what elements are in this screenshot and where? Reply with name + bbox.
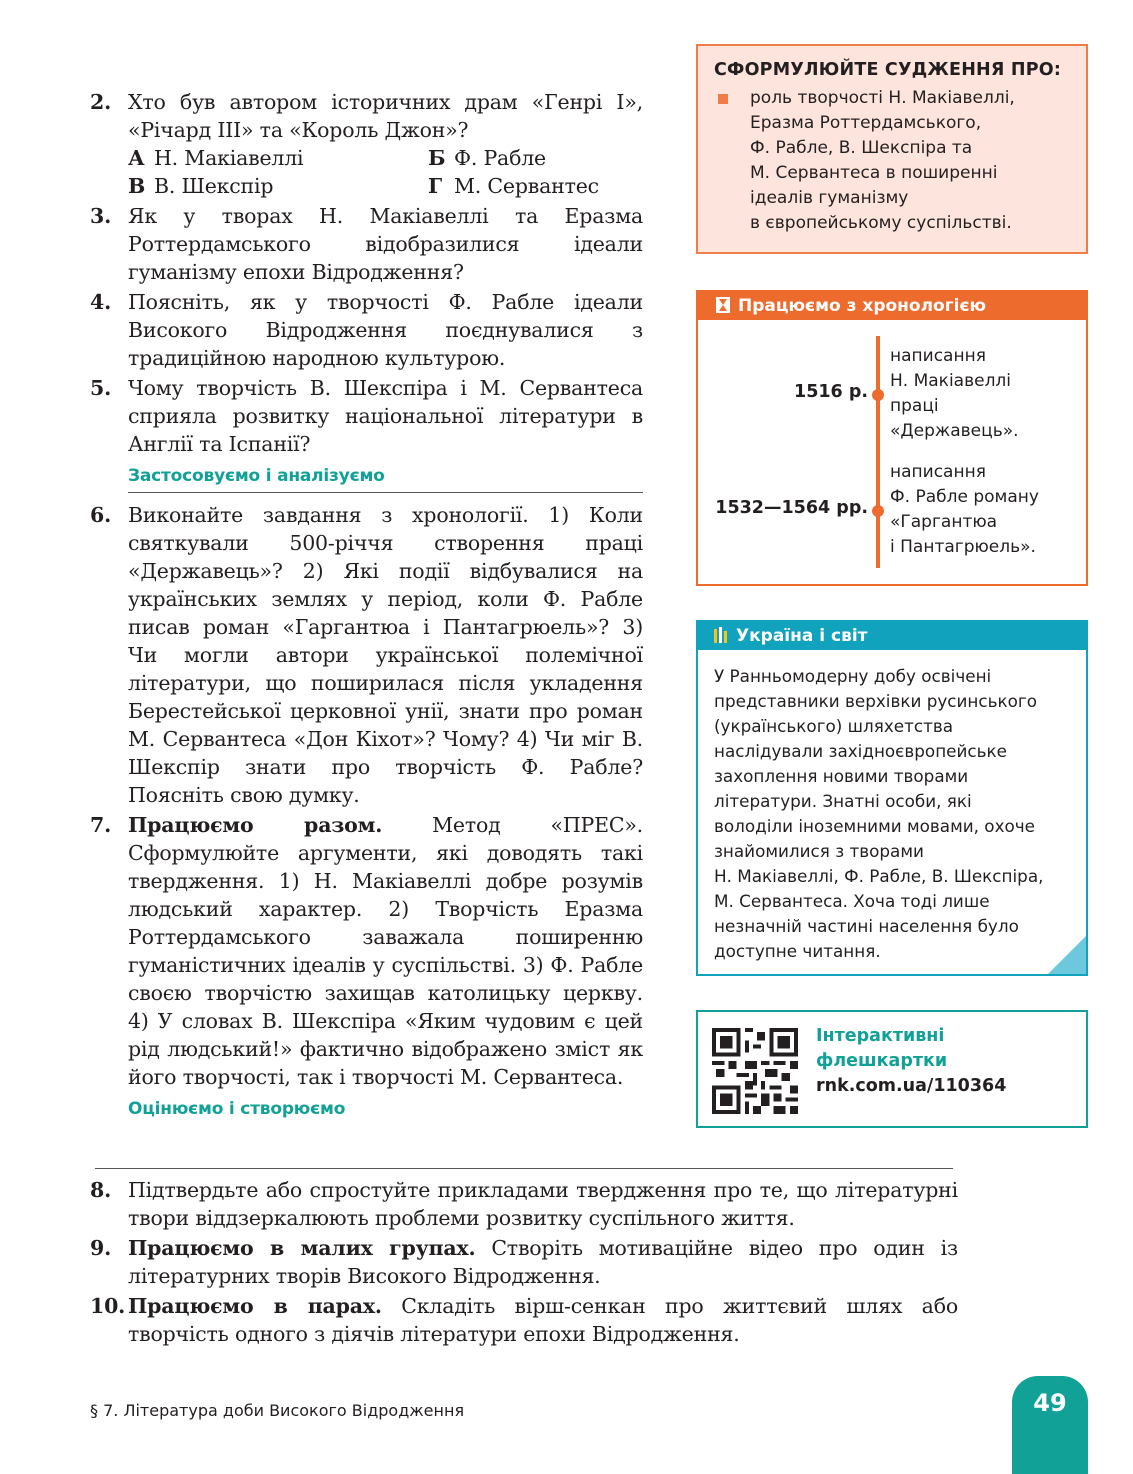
question-text: Складіть вірш-сенкан про життєвий шлях або творчість одного з діячів літератури епохи Відродження. <box>128 1294 958 1346</box>
chronology-title: Працюємо з хронологією <box>738 296 987 316</box>
question-text: Поясніть, як у творчості Ф. Рабле ідеали Високого Відродження поєднувалися з традиційною народною культурою. <box>128 290 643 370</box>
question-4 <box>90 288 643 372</box>
text-line: незначній частині населення було <box>714 916 1019 936</box>
section-heading-evaluate: Оцінюємо і створюємо <box>128 1099 346 1119</box>
judgement-title: СФОРМУЛЮЙТЕ СУДЖЕННЯ ПРО: <box>714 60 1062 80</box>
option-letter: В <box>128 174 146 198</box>
question-bold-lead: Працюємо разом. <box>128 813 383 837</box>
text-line: літератури. Знатні особи, які <box>714 791 972 811</box>
judgement-line: Ф. Рабле, В. Шекспіра та <box>750 138 973 158</box>
event-line: Н. Макіавеллі <box>890 371 1012 391</box>
option-letter: Г <box>428 174 442 198</box>
timeline-dot <box>872 505 884 517</box>
text-line: М. Сервантеса. Хоча тоді лише <box>714 891 990 911</box>
timeline-line <box>876 336 880 568</box>
option-letter: Б <box>428 146 446 170</box>
judgement-line: Еразма Роттердамського, <box>750 113 982 133</box>
option-text: Ф. Рабле <box>454 146 546 170</box>
option-g <box>428 172 681 200</box>
page-number: 49 <box>1033 1389 1067 1417</box>
page-number-tab <box>1012 1376 1088 1474</box>
event-line: праці <box>890 396 939 416</box>
question-2 <box>90 88 643 200</box>
flashcards-title-line: флешкартки <box>816 1051 948 1071</box>
question-text: Створіть мотиваційне відео про один із літературних творів Високого Відродження. <box>128 1236 958 1288</box>
timeline-dot <box>872 389 884 401</box>
text-line: У Ранньомодерну добу освічені <box>714 666 992 686</box>
question-text: Хто був автором історичних драм «Генрі І», «Річард ІІІ» та «Король Джон»? <box>128 90 643 142</box>
question-text: Чому творчість В. Шекспіра і М. Сервантеса сприяла розвитку національної літератури в Англії та Іспанії? <box>128 376 643 456</box>
text-line: доступне читання. <box>714 941 881 961</box>
bars-icon <box>714 627 728 643</box>
ukraine-world-text <box>698 650 1086 964</box>
timeline-date: 1532—1564 рр. <box>715 498 868 518</box>
option-text: В. Шекспір <box>154 174 274 198</box>
option-letter: А <box>128 146 145 170</box>
question-number: 3. <box>90 204 112 228</box>
square-bullet-icon <box>718 94 728 104</box>
answer-options <box>128 144 643 200</box>
option-a <box>128 144 428 172</box>
judgement-box <box>696 44 1088 254</box>
section-divider <box>128 492 643 493</box>
flashcards-box[interactable] <box>696 1010 1088 1128</box>
option-text: М. Сервантес <box>454 174 599 198</box>
chronology-header <box>698 292 1086 320</box>
bottom-questions <box>90 1176 958 1350</box>
timeline-event <box>890 460 1039 560</box>
question-text: Як у творах Н. Макіавеллі та Еразма Роттердамського відобразилися ідеали гуманізму епохи Відродження? <box>128 204 643 284</box>
section-divider <box>95 1168 953 1169</box>
ukraine-world-title: Україна і світ <box>736 626 868 646</box>
option-b <box>428 144 681 172</box>
event-line: «Державець». <box>890 421 1019 441</box>
event-line: Ф. Рабле роману <box>890 487 1039 507</box>
question-number: 6. <box>90 503 112 527</box>
chronology-box <box>696 290 1088 586</box>
question-10 <box>90 1292 958 1348</box>
question-bold-lead: Працюємо в малих групах. <box>128 1236 476 1260</box>
judgement-line: в європейському суспільстві. <box>750 213 1012 233</box>
question-9 <box>90 1234 958 1290</box>
timeline-date: 1516 р. <box>794 382 868 402</box>
qr-code-icon[interactable] <box>712 1028 798 1114</box>
question-number: 2. <box>90 90 112 114</box>
section-heading-apply: Застосовуємо і аналізуємо <box>128 466 385 486</box>
ukraine-world-box <box>696 620 1088 976</box>
text-line: представники верхівки русинського <box>714 691 1037 711</box>
timeline-event <box>890 344 1019 444</box>
questions-column <box>90 88 643 1121</box>
judgement-line: роль творчості Н. Макіавеллі, <box>750 88 1015 108</box>
page-corner-decoration <box>1048 936 1086 974</box>
question-3 <box>90 202 643 286</box>
option-v <box>128 172 428 200</box>
question-number: 8. <box>90 1178 112 1202</box>
question-number: 4. <box>90 290 112 314</box>
question-number: 5. <box>90 376 112 400</box>
judgement-line: М. Сервантеса в поширенні <box>750 163 998 183</box>
text-line: захоплення новими творами <box>714 766 969 786</box>
question-5 <box>90 374 643 458</box>
text-line: знайомилися з творами <box>714 841 924 861</box>
question-number: 7. <box>90 813 112 837</box>
question-bold-lead: Працюємо в парах. <box>128 1294 382 1318</box>
page-footer: § 7. Література доби Високого Відродження <box>90 1401 465 1420</box>
text-line: наслідували західноєвропейське <box>714 741 1007 761</box>
flashcards-title-line: Інтерактивні <box>816 1026 945 1046</box>
question-text: Метод «ПРЕС». Сформулюйте аргументи, які доводять такі твердження. 1) Н. Макіавеллі добре розумів людський характер. 2) Творчість Еразма Роттердамського заважала поширенню гуманістичних ідеалів у суспільстві. 3) Ф. Рабле своєю творчістю захищав католицьку церкву. 4) У словах В. Шекспіра «Яким чудовим є цей рід людський!» фактично відображено зміст як його творчості, так і творчості М. Сервантеса. <box>128 813 643 1089</box>
flashcards-text <box>816 1024 1006 1099</box>
question-6 <box>90 501 643 809</box>
flashcards-link[interactable]: rnk.com.ua/110364 <box>816 1076 1007 1096</box>
option-text: Н. Макіавеллі <box>154 146 304 170</box>
event-line: і Пантагрюель». <box>890 537 1036 557</box>
text-line: Н. Макіавеллі, Ф. Рабле, В. Шекспіра, <box>714 866 1044 886</box>
text-line: (українського) шляхетства <box>714 716 954 736</box>
judgement-bullet <box>714 86 1072 236</box>
question-text: Виконайте завдання з хронології. 1) Коли святкували 500-річчя створення праці «Державець»? 2) Які події відбувалися на українських землях у період, коли Ф. Рабле писав роман «Гаргантюа і Пантагрюель»? 3) Чи могли автори української полемічної літератури, що поширилася після укладення Берестейської церковної унії, знати про роман М. Сервантеса «Дон Кіхот»? Чому? 4) Чи міг В. Шекспір знати про творчість Ф. Рабле? Поясніть свою думку. <box>128 503 643 807</box>
question-8 <box>90 1176 958 1232</box>
hourglass-icon <box>716 297 730 313</box>
judgement-line: ідеалів гуманізму <box>750 188 909 208</box>
text-line: володіли іноземними мовами, охоче <box>714 816 1036 836</box>
ukraine-world-header <box>698 622 1086 650</box>
question-number: 9. <box>90 1236 112 1260</box>
question-text: Підтвердьте або спростуйте прикладами твердження про те, що літературні твори віддзеркалюють проблеми розвитку суспільного життя. <box>128 1178 958 1230</box>
event-line: написання <box>890 346 986 366</box>
question-number: 10. <box>90 1294 126 1318</box>
event-line: «Гаргантюа <box>890 512 998 532</box>
event-line: написання <box>890 462 986 482</box>
question-7 <box>90 811 643 1091</box>
